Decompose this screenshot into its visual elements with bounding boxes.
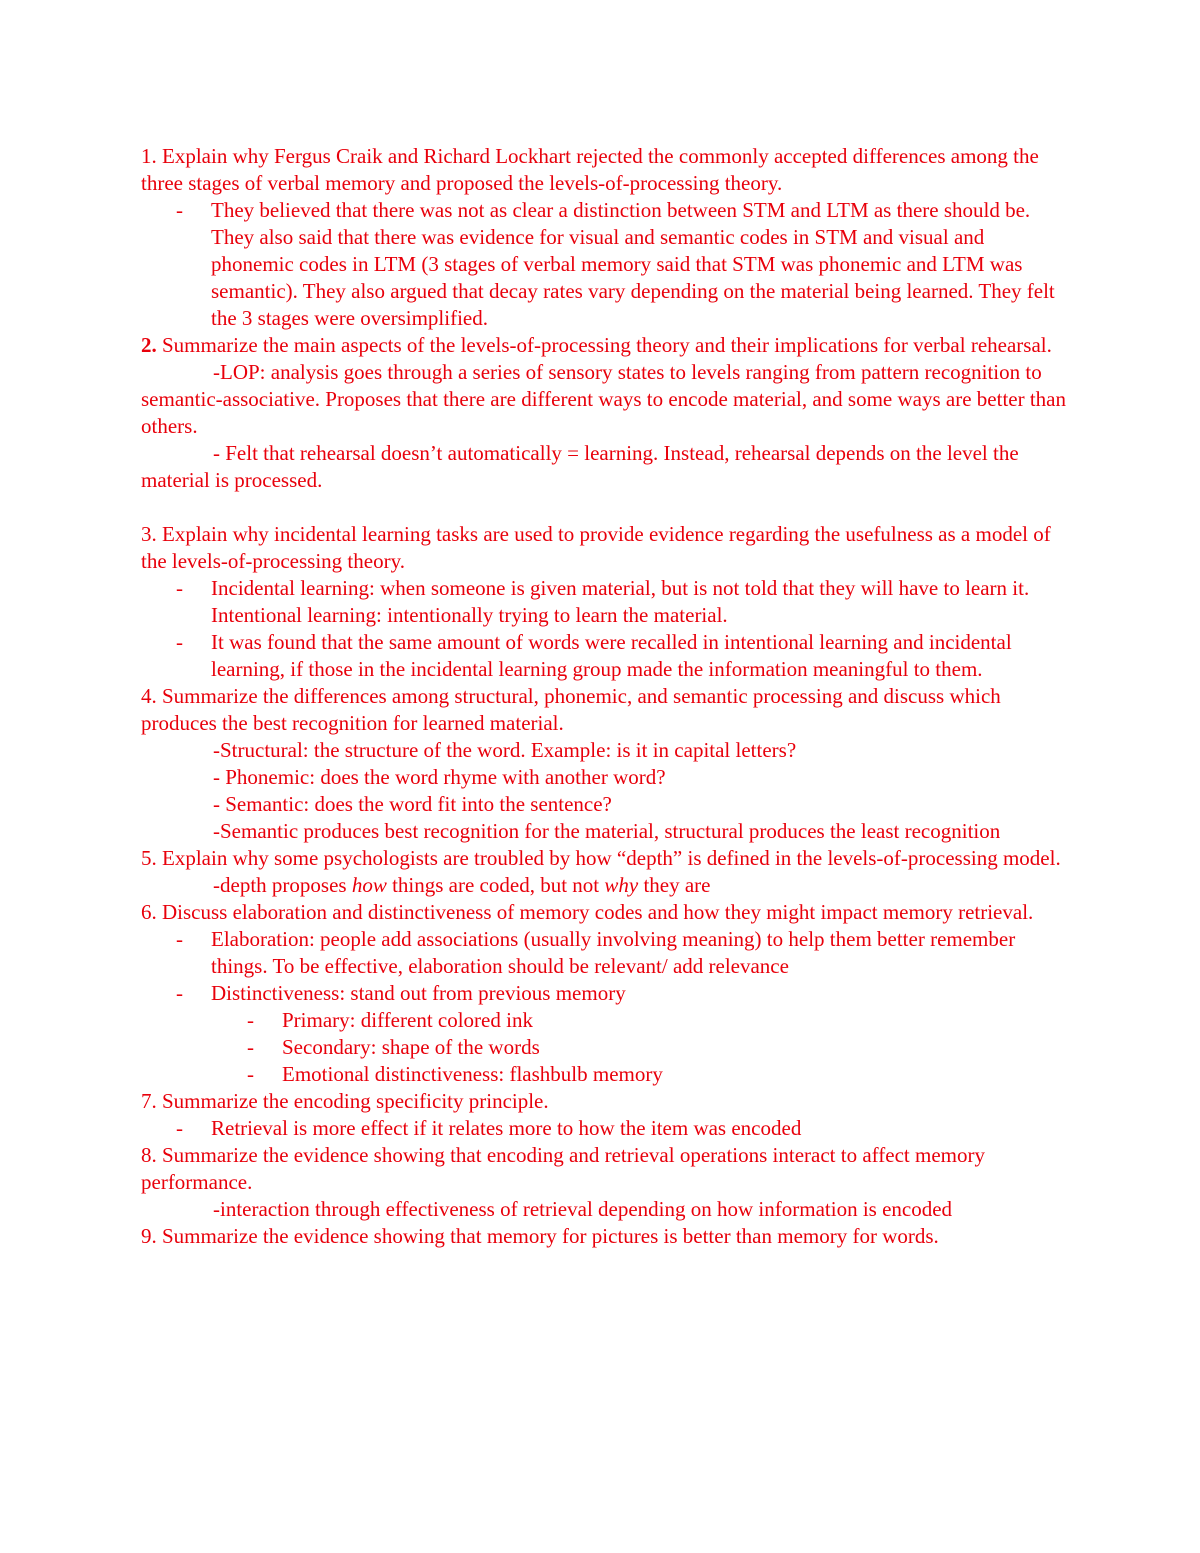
answer-5-line-1 (141, 872, 1071, 899)
answer-4-line-1: -Structural: the structure of the word. Example: is it in capital letters? (213, 738, 797, 762)
answer-2-line-2: - Felt that rehearsal doesn’t automatically = learning. Instead, rehearsal depends on the level the material is processed. (141, 441, 1019, 492)
question-1: 1. Explain why Fergus Craik and Richard Lockhart rejected the commonly accepted differences among the three stages of verbal memory and proposed the levels-of-processing theory. (141, 144, 1039, 195)
question-2-number: 2. (141, 333, 157, 357)
answer-6-sub-bullet-3: - Emotional distinctiveness: flashbulb memory (141, 1061, 1071, 1088)
answer-5-why: why (604, 873, 639, 897)
answer-8-line-1: -interaction through effectiveness of retrieval depending on how information is encoded (213, 1197, 953, 1221)
answer-3-bullet-2: - It was found that the same amount of words were recalled in intentional learning and incidental learning, if those in the incidental learning group made the information meaningful to them. (141, 629, 1071, 683)
document-body (141, 143, 1071, 1250)
question-2-text: Summarize the main aspects of the levels-of-processing theory and their implications for verbal rehearsal. (156, 333, 1052, 357)
answer-6-sub-bullet-1: - Primary: different colored ink (141, 1007, 1071, 1034)
question-4: 4. Summarize the differences among structural, phonemic, and semantic processing and discuss which produces the best recognition for learned material. (141, 684, 1001, 735)
answer-6-sub-bullet-2: - Secondary: shape of the words (141, 1034, 1071, 1061)
question-7: 7. Summarize the encoding specificity principle. (141, 1089, 549, 1113)
answer-2-line-1: -LOP: analysis goes through a series of sensory states to levels ranging from pattern recognition to semantic-associative. Proposes that there are different ways to encode material, and some ways are better than others. (141, 360, 1067, 438)
answer-1-bullet-1: - They believed that there was not as clear a distinction between STM and LTM as there should be. They also said that there was evidence for visual and semantic codes in STM and visual and phonemic codes in LTM (3 stages of verbal memory said that STM was phonemic and LTM was semantic). They also argued that decay rates vary depending on the material being learned. They felt the 3 stages were oversimplified. (141, 197, 1071, 332)
answer-3-bullet-1: - Incidental learning: when someone is given material, but is not told that they will have to learn it. Intentional learning: intentionally trying to learn the material. (141, 575, 1071, 629)
blank-line (141, 494, 1071, 521)
answer-7-bullet-1: - Retrieval is more effect if it relates more to how the item was encoded (141, 1115, 1071, 1142)
answer-5-mid: things are coded, but not (386, 873, 605, 897)
question-6: 6. Discuss elaboration and distinctiveness of memory codes and how they might impact memory retrieval. (141, 900, 1034, 924)
answer-6-bullet-2: - Distinctiveness: stand out from previous memory (141, 980, 1071, 1007)
answer-5-pre: -depth proposes (213, 873, 352, 897)
question-5: 5. Explain why some psychologists are troubled by how “depth” is defined in the levels-of-processing model. (141, 846, 1061, 870)
question-9: 9. Summarize the evidence showing that memory for pictures is better than memory for words. (141, 1224, 939, 1248)
answer-4-line-3: - Semantic: does the word fit into the sentence? (213, 792, 612, 816)
question-2 (141, 332, 1071, 359)
answer-6-bullet-1: - Elaboration: people add associations (usually involving meaning) to help them better remember things. To be effective, elaboration should be relevant/ add relevance (141, 926, 1071, 980)
question-3: 3. Explain why incidental learning tasks are used to provide evidence regarding the usefulness as a model of the levels-of-processing theory. (141, 522, 1051, 573)
question-8: 8. Summarize the evidence showing that encoding and retrieval operations interact to affect memory performance. (141, 1143, 985, 1194)
answer-5-post: they are (638, 873, 711, 897)
answer-5-how: how (351, 873, 387, 897)
answer-4-line-2: - Phonemic: does the word rhyme with another word? (213, 765, 666, 789)
answer-4-line-4: -Semantic produces best recognition for the material, structural produces the least recognition (213, 819, 1001, 843)
